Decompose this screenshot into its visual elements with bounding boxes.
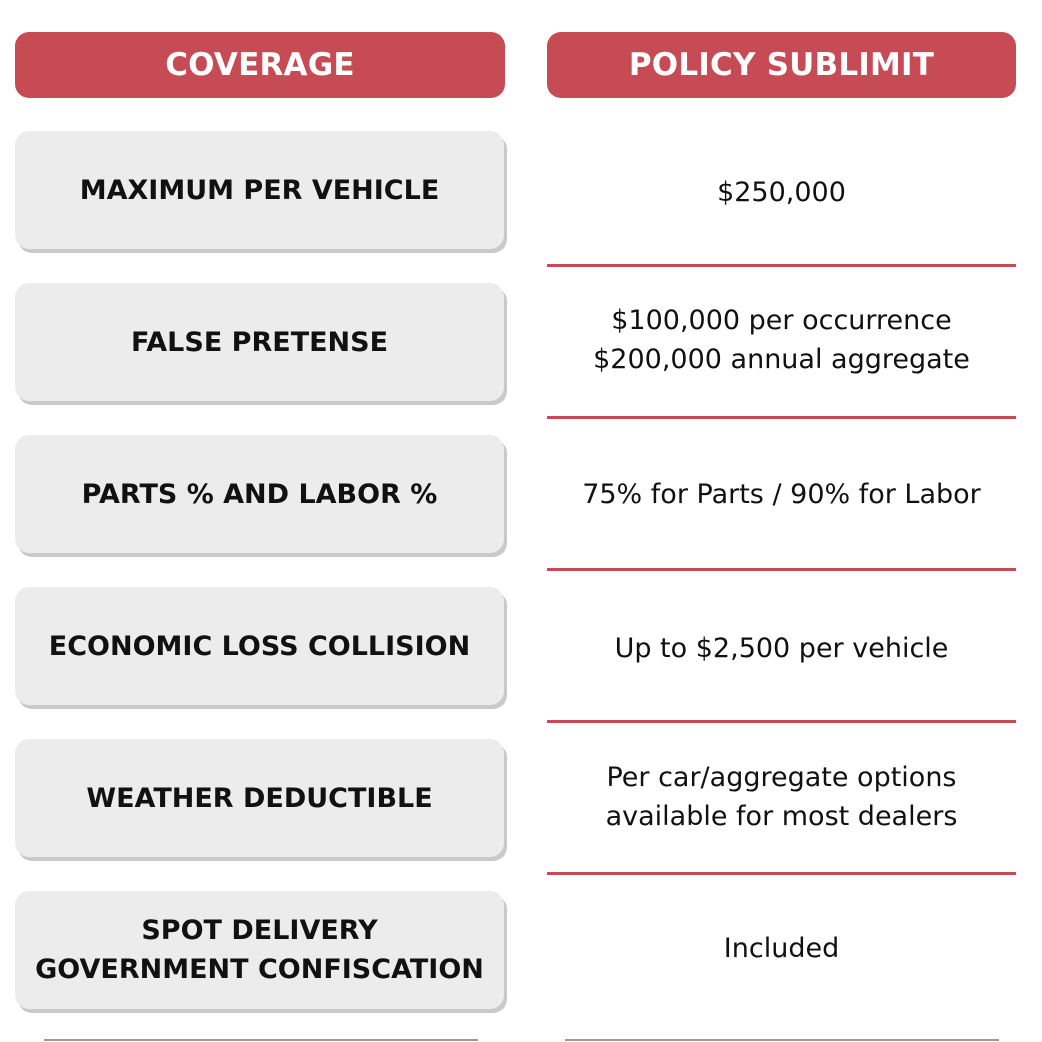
policy-sublimit-header: POLICY SUBLIMIT	[547, 32, 1016, 98]
coverage-label-economic-loss-collision: ECONOMIC LOSS COLLISION	[15, 587, 504, 705]
bottom-divider-left	[44, 1039, 478, 1041]
row-divider	[547, 416, 1016, 419]
sublimit-value-maximum-per-vehicle: $250,000	[717, 176, 846, 208]
row-divider	[547, 568, 1016, 571]
bottom-divider-right	[565, 1039, 999, 1041]
row-divider	[547, 872, 1016, 875]
coverage-label-false-pretense: FALSE PRETENSE	[15, 283, 504, 401]
coverage-label-parts-and-labor: PARTS % AND LABOR %	[15, 435, 504, 553]
sublimit-value-economic-loss-collision: Up to $2,500 per vehicle	[614, 632, 949, 664]
sublimit-value-false-pretense: $100,000 per occurrence $200,000 annual aggregate	[593, 305, 970, 375]
sublimit-value-spot-delivery: Included	[723, 932, 840, 964]
sublimit-value-parts-and-labor: 75% for Parts / 90% for Labor	[582, 478, 981, 510]
sublimit-value-weather-deductible: Per car/aggregate options available for most dealers	[605, 762, 958, 832]
coverage-header: COVERAGE	[15, 32, 505, 98]
coverage-label-weather-deductible: WEATHER DEDUCTIBLE	[15, 739, 504, 857]
coverage-label-maximum-per-vehicle: MAXIMUM PER VEHICLE	[15, 131, 504, 249]
row-divider	[547, 264, 1016, 267]
row-divider	[547, 720, 1016, 723]
coverage-label-spot-delivery: SPOT DELIVERY GOVERNMENT CONFISCATION	[15, 891, 504, 1009]
